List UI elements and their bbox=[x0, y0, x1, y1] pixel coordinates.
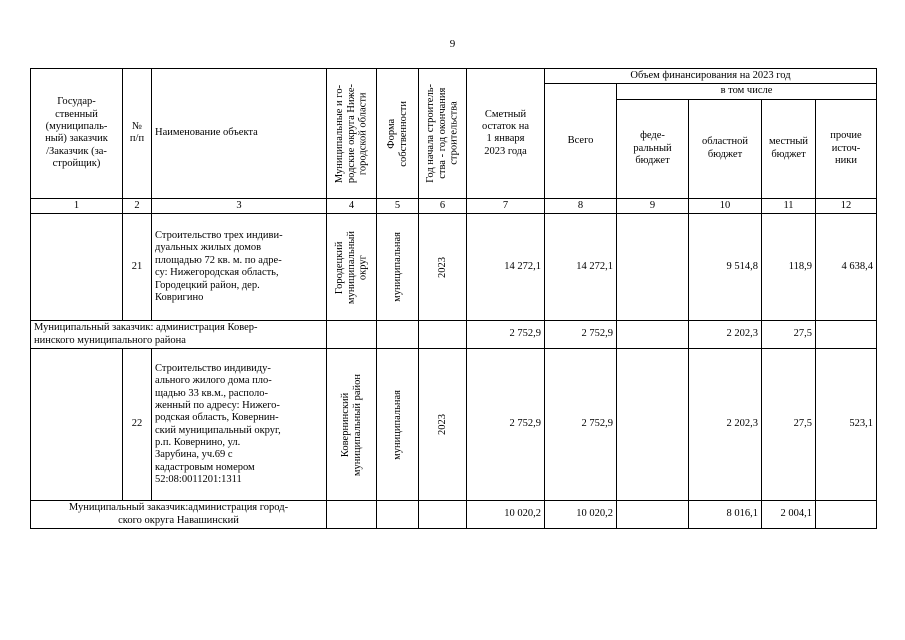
column-number: 5 bbox=[377, 198, 419, 213]
ownership-cell bbox=[377, 214, 419, 321]
header-years-cell bbox=[419, 69, 467, 199]
column-number: 4 bbox=[327, 198, 377, 213]
total-value: 2 752,9 bbox=[545, 349, 617, 501]
empty-cell bbox=[419, 501, 467, 529]
estimate-value: 14 272,1 bbox=[467, 214, 545, 321]
page-number: 9 bbox=[449, 38, 456, 50]
customer-total-row bbox=[31, 321, 877, 349]
estimate-value: 10 020,2 bbox=[467, 501, 545, 529]
years: 2023 bbox=[436, 256, 448, 278]
regional-value: 2 202,3 bbox=[689, 349, 762, 501]
row-number: 21 bbox=[123, 214, 152, 321]
other-value: 4 638,4 bbox=[816, 214, 877, 321]
header-regional: областной бюджет bbox=[689, 99, 762, 198]
local-value: 27,5 bbox=[762, 321, 816, 349]
object-name: Строительство индивиду- ального жилого дома пло- щадью 33 кв.м., располо- женный по адресу: Нижего- родская область, Ковернин- ский муниципальный округ, р.п. Ковернино, ул. Зарубина, уч.69 с кадастровым номером 52:08:0011201:1311 bbox=[152, 349, 327, 501]
header-customer: Государ- ственный (муниципаль- ный) заказчик /Заказчик (за- стройщик) bbox=[31, 69, 123, 199]
header-municipality: Муниципальные и го- родские округа Нижe- городской области bbox=[333, 83, 369, 183]
local-value: 118,9 bbox=[762, 214, 816, 321]
header-federal: феде- ральный бюджет bbox=[617, 99, 689, 198]
other-value bbox=[816, 501, 877, 529]
header-years: Год начала строитель- ства - год окончания строительства bbox=[424, 83, 460, 183]
federal-value bbox=[617, 501, 689, 529]
customer-cell bbox=[31, 214, 123, 321]
table-row bbox=[31, 214, 877, 321]
header-number: № п/п bbox=[123, 69, 152, 199]
municipality: Городецкий муниципальный округ bbox=[333, 230, 369, 304]
federal-value bbox=[617, 321, 689, 349]
years-cell bbox=[419, 214, 467, 321]
years-cell bbox=[419, 349, 467, 501]
federal-value bbox=[617, 214, 689, 321]
total-value: 10 020,2 bbox=[545, 501, 617, 529]
column-number: 2 bbox=[123, 198, 152, 213]
header-funding-group: Объем финансирования на 2023 год bbox=[545, 69, 877, 84]
ownership: муниципальная bbox=[391, 232, 403, 303]
financing-table bbox=[30, 68, 877, 529]
column-number: 12 bbox=[816, 198, 877, 213]
column-number: 9 bbox=[617, 198, 689, 213]
customer-total-label: Муниципальный заказчик:администрация город- ского округа Навашинский bbox=[31, 501, 327, 529]
local-value: 27,5 bbox=[762, 349, 816, 501]
empty-cell bbox=[377, 501, 419, 529]
header-estimate: Сметный остаток на 1 января 2023 года bbox=[467, 69, 545, 199]
column-number: 8 bbox=[545, 198, 617, 213]
table-row bbox=[31, 349, 877, 501]
empty-cell bbox=[327, 501, 377, 529]
empty-cell bbox=[377, 321, 419, 349]
empty-cell bbox=[327, 321, 377, 349]
municipality-cell bbox=[327, 349, 377, 501]
empty-cell bbox=[419, 321, 467, 349]
regional-value: 8 016,1 bbox=[689, 501, 762, 529]
ownership-cell bbox=[377, 349, 419, 501]
customer-cell bbox=[31, 349, 123, 501]
regional-value: 2 202,3 bbox=[689, 321, 762, 349]
header-total: Всего bbox=[545, 84, 617, 198]
other-value: 523,1 bbox=[816, 349, 877, 501]
regional-value: 9 514,8 bbox=[689, 214, 762, 321]
column-number: 11 bbox=[762, 198, 816, 213]
federal-value bbox=[617, 349, 689, 501]
customer-total-row bbox=[31, 501, 877, 529]
header-other: прочие источ- ники bbox=[816, 99, 877, 198]
column-number-row bbox=[31, 198, 877, 213]
customer-total-label: Муниципальный заказчик: администрация Ковер- нинского муниципального района bbox=[31, 321, 327, 349]
total-value: 2 752,9 bbox=[545, 321, 617, 349]
object-name: Строительство трех индиви- дуальных жилых домов площадью 72 кв. м. по адре- су: Нижегородская область, Городецкий район, дер. Ковригино bbox=[152, 214, 327, 321]
header-row-1 bbox=[31, 69, 877, 84]
header-object-name: Наименование объекта bbox=[152, 69, 327, 199]
estimate-value: 2 752,9 bbox=[467, 321, 545, 349]
column-number: 6 bbox=[419, 198, 467, 213]
estimate-value: 2 752,9 bbox=[467, 349, 545, 501]
municipality-cell bbox=[327, 214, 377, 321]
municipality: Ковернинский муниципальный район bbox=[339, 373, 363, 476]
years: 2023 bbox=[436, 414, 448, 436]
local-value: 2 004,1 bbox=[762, 501, 816, 529]
column-number: 3 bbox=[152, 198, 327, 213]
ownership: муниципальная bbox=[391, 389, 403, 460]
header-including: в том числе bbox=[617, 84, 877, 99]
header-local: местный бюджет bbox=[762, 99, 816, 198]
header-ownership: Форма собственности bbox=[385, 100, 409, 167]
other-value bbox=[816, 321, 877, 349]
header-municipality-cell bbox=[327, 69, 377, 199]
row-number: 22 bbox=[123, 349, 152, 501]
total-value: 14 272,1 bbox=[545, 214, 617, 321]
column-number: 7 bbox=[467, 198, 545, 213]
column-number: 10 bbox=[689, 198, 762, 213]
column-number: 1 bbox=[31, 198, 123, 213]
header-ownership-cell bbox=[377, 69, 419, 199]
